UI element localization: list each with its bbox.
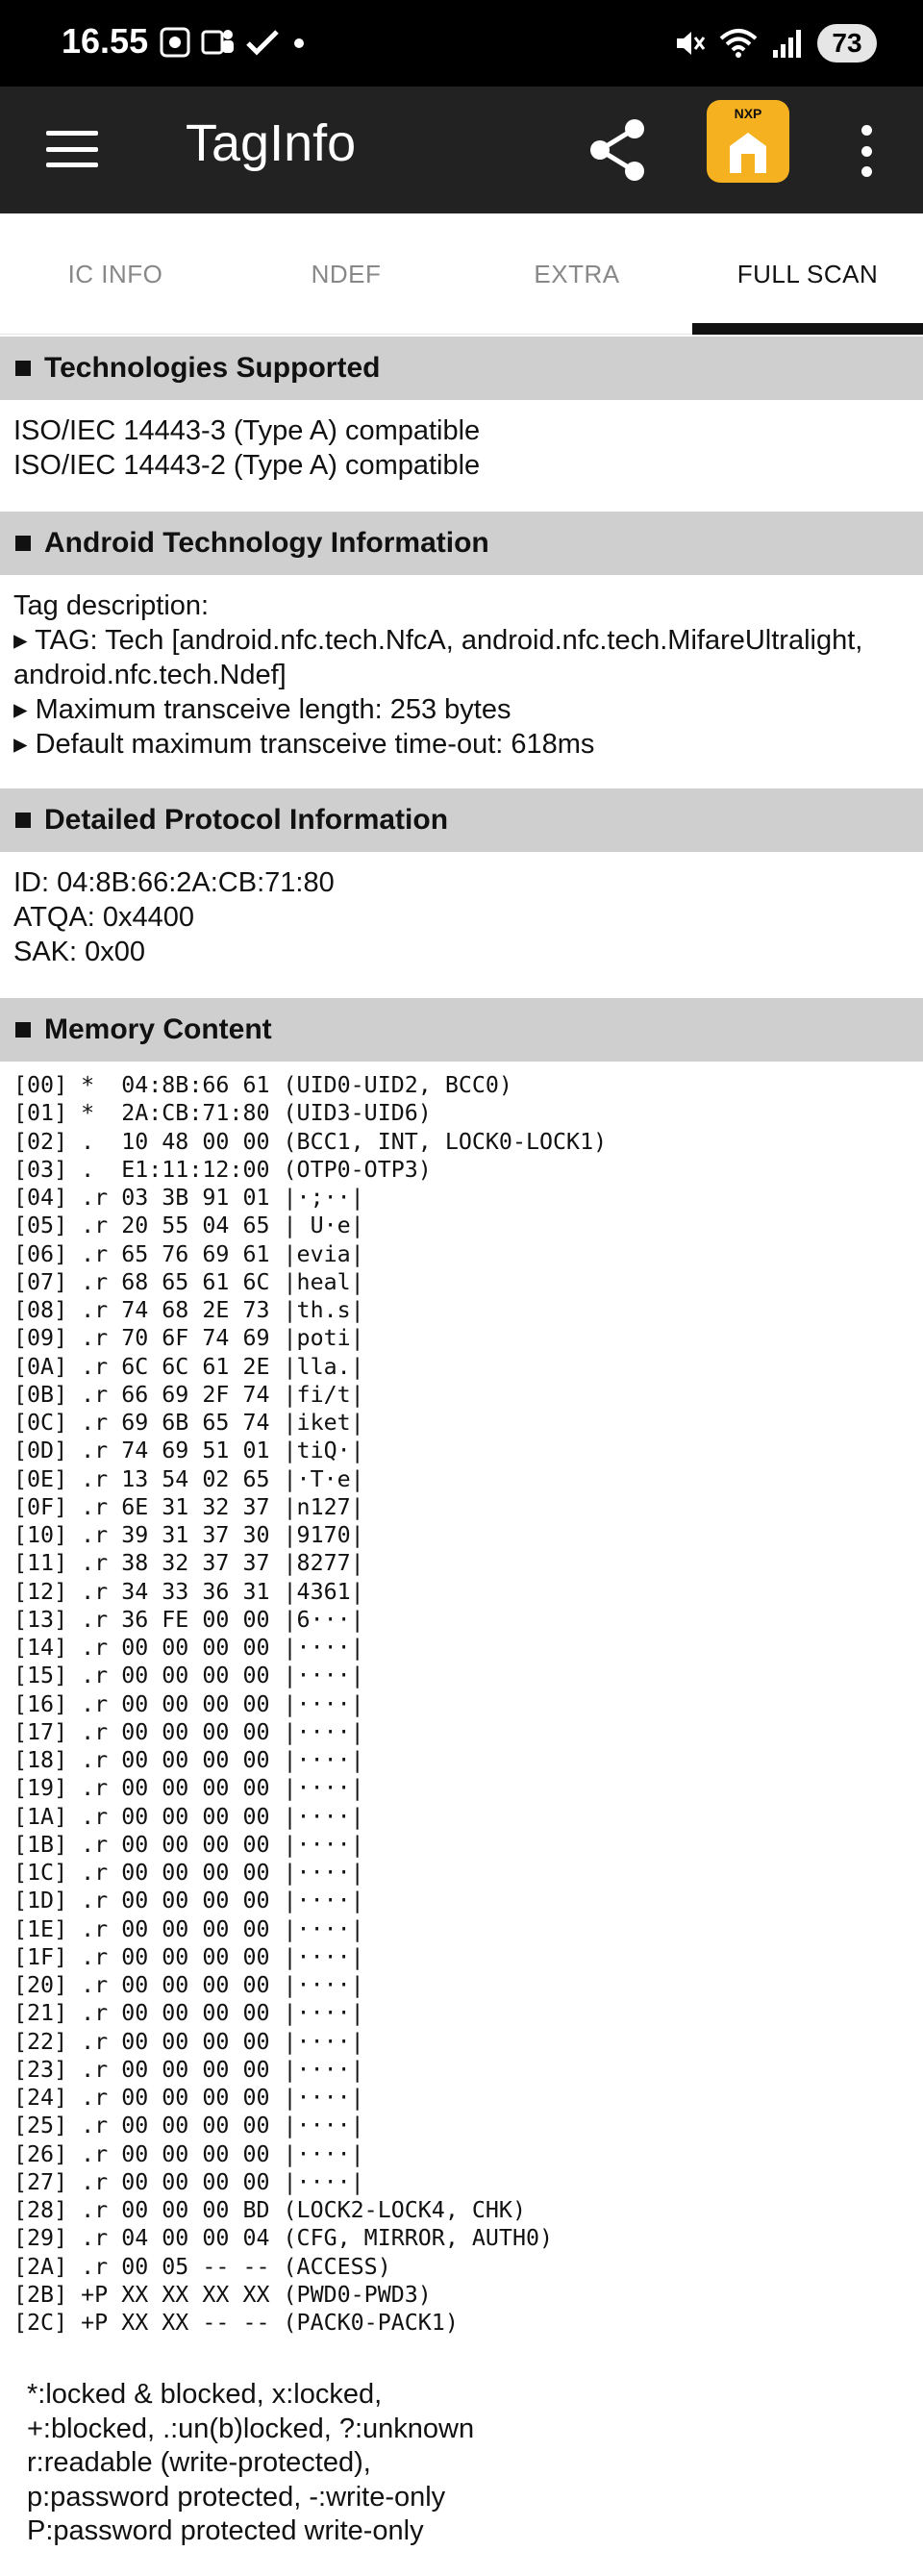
protocol-info	[13, 865, 917, 969]
signal-icon	[771, 27, 804, 60]
notification-icons	[159, 23, 309, 62]
memory-row: [02] . 10 48 00 00 (BCC1, INT, LOCK0-LOCK1)	[13, 1128, 608, 1155]
memory-row: [00] * 04:8B:66 61 (UID0-UID2, BCC0)	[13, 1072, 512, 1098]
memory-row: [18] .r 00 00 00 00 |····|	[13, 1747, 364, 1773]
teams-icon	[201, 26, 236, 59]
memory-row: [1B] .r 00 00 00 00 |····|	[13, 1831, 364, 1858]
memory-row: [23] .r 00 00 00 00 |····|	[13, 2056, 364, 2083]
memory-row: [0F] .r 6E 31 32 37 |n127|	[13, 1493, 364, 1520]
legend-line: P:password protected write-only	[27, 2515, 424, 2546]
memory-row: [1F] .r 00 00 00 00 |····|	[13, 1943, 364, 1970]
memory-row: [1E] .r 00 00 00 00 |····|	[13, 1915, 364, 1942]
memory-row: [01] * 2A:CB:71:80 (UID3-UID6)	[13, 1100, 432, 1127]
memory-row: [03] . E1:11:12:00 (OTP0-OTP3)	[13, 1156, 432, 1183]
tab-extra[interactable]: EXTRA	[534, 259, 620, 288]
active-tab-indicator	[692, 323, 923, 335]
memory-row: [16] .r 00 00 00 00 |····|	[13, 1690, 364, 1717]
memory-row: [21] .r 00 00 00 00 |····|	[13, 2000, 364, 2027]
memory-row: [05] .r 20 55 04 65 | U·e|	[13, 1213, 364, 1239]
section-header-protocol	[0, 788, 923, 852]
menu-icon[interactable]	[46, 125, 98, 173]
bullet-square-icon	[15, 361, 31, 376]
android-info-line: ▸ Maximum transceive length: 253 bytes	[13, 694, 511, 725]
memory-row: [04] .r 03 3B 91 01 |·;··|	[13, 1185, 364, 1211]
bullet-square-icon	[15, 536, 31, 551]
android-info-line: Tag description:	[13, 590, 210, 621]
memory-row: [13] .r 36 FE 00 00 |6···|	[13, 1606, 364, 1633]
section-header-memory	[0, 998, 923, 1062]
protocol-atqa: ATQA: 0x4400	[13, 902, 195, 933]
memory-row: [26] .r 00 00 00 00 |····|	[13, 2140, 364, 2167]
battery-indicator: 73	[817, 24, 877, 63]
memory-legend	[27, 2378, 911, 2549]
memory-row: [17] .r 00 00 00 00 |····|	[13, 1718, 364, 1745]
memory-row: [22] .r 00 00 00 00 |····|	[13, 2028, 364, 2055]
app-title: TagInfo	[186, 114, 357, 172]
memory-row: [0D] .r 74 69 51 01 |tiQ·|	[13, 1438, 364, 1464]
section-header-android	[0, 512, 923, 575]
dot-icon	[289, 26, 309, 59]
protocol-id: ID: 04:8B:66:2A:CB:71:80	[13, 867, 335, 898]
memory-row: [19] .r 00 00 00 00 |····|	[13, 1775, 364, 1802]
android-info-line: android.nfc.tech.Ndef]	[13, 660, 287, 690]
technologies-list	[13, 413, 917, 483]
legend-line: *:locked & blocked, x:locked,	[27, 2379, 383, 2410]
memory-row: [27] .r 00 00 00 00 |····|	[13, 2168, 364, 2195]
memory-row: [0B] .r 66 69 2F 74 |fi/t|	[13, 1381, 364, 1408]
section-title: Detailed Protocol Information	[44, 804, 449, 836]
bullet-square-icon	[15, 813, 31, 828]
memory-row: [08] .r 74 68 2E 73 |th.s|	[13, 1297, 364, 1323]
memory-row: [14] .r 00 00 00 00 |····|	[13, 1635, 364, 1661]
mute-icon	[673, 27, 706, 60]
tab-full-scan[interactable]: FULL SCAN	[736, 259, 879, 288]
memory-row: [15] .r 00 00 00 00 |····|	[13, 1663, 364, 1689]
technology-line: ISO/IEC 14443-3 (Type A) compatible	[13, 415, 481, 446]
memory-row: [11] .r 38 32 37 37 |8277|	[13, 1550, 364, 1577]
memory-row: [06] .r 65 76 69 61 |evia|	[13, 1240, 364, 1267]
screenshot-icon	[159, 26, 191, 59]
memory-row: [10] .r 39 31 37 30 |9170|	[13, 1522, 364, 1548]
memory-row: [2A] .r 00 05 -- -- (ACCESS)	[13, 2253, 391, 2280]
status-bar	[0, 0, 923, 87]
tab-bar	[0, 213, 923, 335]
section-title: Memory Content	[44, 1013, 272, 1045]
memory-row: [0E] .r 13 54 02 65 |·T·e|	[13, 1465, 364, 1492]
memory-row: [0C] .r 69 6B 65 74 |iket|	[13, 1410, 364, 1436]
memory-row: [24] .r 00 00 00 00 |····|	[13, 2085, 364, 2111]
check-icon	[245, 26, 280, 59]
technology-line: ISO/IEC 14443-2 (Type A) compatible	[13, 450, 481, 481]
android-info	[13, 588, 917, 762]
bullet-square-icon	[15, 1022, 31, 1038]
memory-row: [1D] .r 00 00 00 00 |····|	[13, 1888, 364, 1914]
wifi-icon	[719, 27, 758, 60]
memory-dump	[13, 1071, 917, 2337]
section-title: Technologies Supported	[44, 352, 381, 384]
tab-ndef[interactable]: NDEF	[311, 259, 382, 288]
memory-row: [1C] .r 00 00 00 00 |····|	[13, 1860, 364, 1886]
memory-row: [0A] .r 6C 6C 61 2E |lla.|	[13, 1353, 364, 1380]
memory-row: [07] .r 68 65 61 6C |heal|	[13, 1268, 364, 1295]
memory-row: [12] .r 34 33 36 31 |4361|	[13, 1578, 364, 1605]
app-bar	[0, 87, 923, 213]
status-right-icons	[673, 21, 877, 65]
nxp-logo-icon[interactable]	[707, 100, 789, 183]
section-title: Android Technology Information	[44, 527, 489, 559]
section-header-technologies	[0, 337, 923, 400]
legend-line: r:readable (write-protected),	[27, 2447, 371, 2478]
memory-row: [09] .r 70 6F 74 69 |poti|	[13, 1325, 364, 1352]
legend-line: +:blocked, .:un(b)locked, ?:unknown	[27, 2413, 475, 2444]
android-info-line: ▸ Default maximum transceive time-out: 618ms	[13, 729, 595, 760]
tab-ic-info[interactable]: IC INFO	[67, 259, 163, 288]
memory-row: [2B] +P XX XX XX XX (PWD0-PWD3)	[13, 2281, 432, 2308]
memory-row: [1A] .r 00 00 00 00 |····|	[13, 1803, 364, 1830]
share-icon[interactable]	[586, 115, 650, 185]
status-time: 16.55	[62, 21, 149, 61]
memory-row: [25] .r 00 00 00 00 |····|	[13, 2113, 364, 2139]
legend-line: p:password protected, -:write-only	[27, 2481, 446, 2513]
memory-row: [29] .r 04 00 00 04 (CFG, MIRROR, AUTH0)	[13, 2225, 554, 2252]
overflow-menu-icon[interactable]	[852, 117, 881, 185]
protocol-sak: SAK: 0x00	[13, 937, 146, 967]
memory-row: [2C] +P XX XX -- -- (PACK0-PACK1)	[13, 2310, 459, 2336]
nxp-logo-text: NXP	[734, 106, 762, 121]
memory-row: [28] .r 00 00 00 BD (LOCK2-LOCK4, CHK)	[13, 2197, 526, 2223]
android-info-line: ▸ TAG: Tech [android.nfc.tech.NfcA, android.nfc.tech.MifareUltralight,	[13, 625, 863, 656]
memory-row: [20] .r 00 00 00 00 |····|	[13, 1972, 364, 1998]
